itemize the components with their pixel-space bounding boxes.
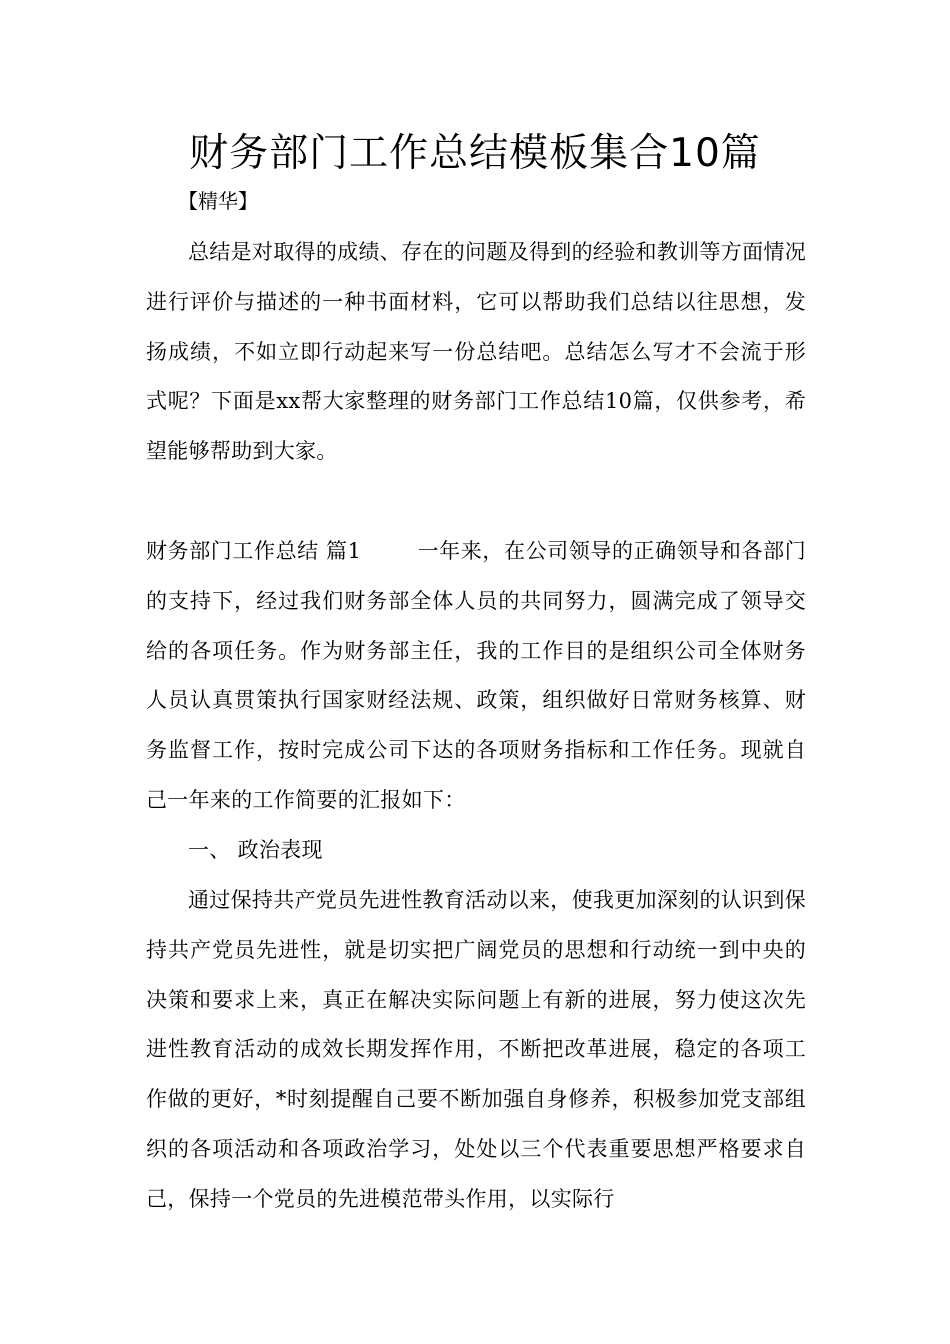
document-title: 财务部门工作总结模板集合10篇 bbox=[189, 131, 761, 176]
body-paragraph: 通过保持共产党员先进性教育活动以来，使我更加深刻的认识到保持共产党员先进性，就是切实把广阔党员的思想和行动统一到中央的决策和要求上来，真正在解决实际问题上有新的进展，努力使这次先进性教育活动的成效长期发挥作用，不断把改革进展，稳定的各项工作做的更好，*时刻提醒自己要不断加强自身修养，积极参加党支部组织的各项活动和各项政治学习，处处以三个代表重要思想严格要求自己，保持一个党员的先进模范带头作用，以实际行 bbox=[146, 888, 806, 1211]
document-tag: 【精华】 bbox=[178, 189, 258, 213]
section1-label: 财务部门工作总结 篇1 bbox=[146, 539, 362, 563]
section1-paragraph bbox=[146, 527, 806, 826]
section1-text: 一年来，在公司领导的正确领导和各部门的支持下，经过我们财务部全体人员的共同努力，圆满完成了领导交给的各项任务。作为财务部主任，我的工作目的是组织公司全体财务人员认真贯策执行国家财经法规、政策，组织做好日常财务核算、财务监督工作，按时完成公司下达的各项财务指标和工作任务。现就自己一年来的工作简要的汇报如下： bbox=[146, 539, 806, 812]
intro-paragraph: 总结是对取得的成绩、存在的问题及得到的经验和教训等方面情况进行评价与描述的一种书面材料，它可以帮助我们总结以往思想，发扬成绩，不如立即行动起来写一份总结吧。总结怎么写才不会流于形式呢？下面是xx帮大家整理的财务部门工作总结10篇，仅供参考，希望能够帮助到大家。 bbox=[146, 240, 806, 464]
subheading-political: 一、 政治表现 bbox=[188, 838, 323, 862]
